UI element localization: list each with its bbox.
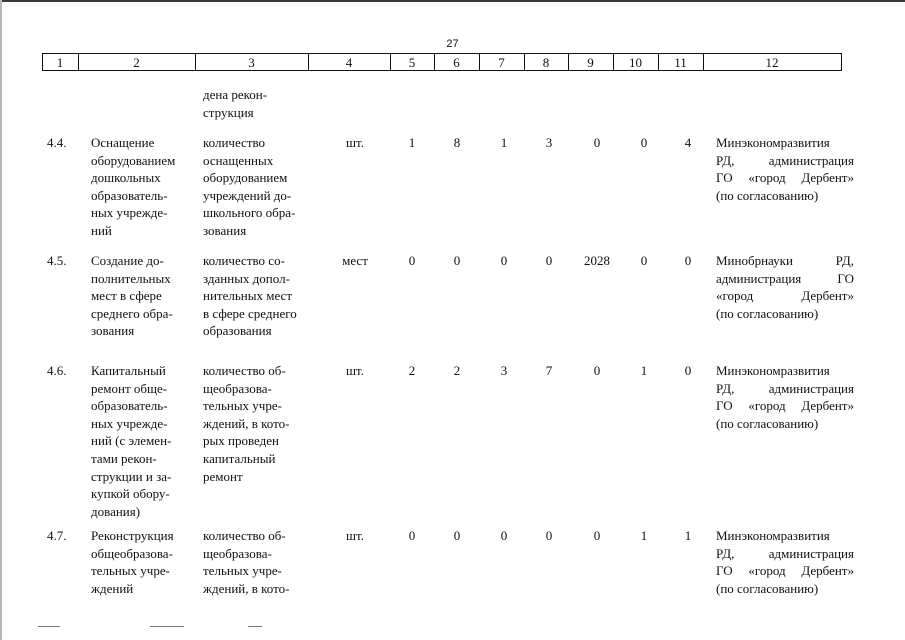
- row-number: 4.4.: [47, 135, 67, 150]
- activity-name: Оснащение оборудованием дошкольных образователь- ных учрежде- ний: [91, 135, 176, 238]
- value-col-5: 0: [408, 528, 416, 543]
- row-number: 4.6.: [47, 363, 67, 378]
- value-col-11: 0: [684, 253, 692, 268]
- value-col-10: 1: [640, 528, 648, 543]
- value-col-7: 3: [500, 363, 508, 378]
- column-header-11: 11: [674, 55, 687, 70]
- responsible-party: [716, 362, 854, 432]
- value-col-9: 2028: [584, 253, 610, 268]
- responsible-line: ГО «город Дербент»: [716, 398, 854, 414]
- unit-of-measure: шт.: [346, 135, 364, 150]
- row-number: 4.5.: [47, 253, 67, 268]
- responsible-line: «город Дербент»: [716, 288, 854, 304]
- column-header-4: 4: [345, 55, 353, 70]
- value-col-6: 2: [453, 363, 461, 378]
- responsible-line: Минэкономразвития: [716, 363, 830, 378]
- activity-name: Капитальный ремонт обще- образователь- ных учрежде- ний (с элемен- тами рекон- струкции и за- купкой обору- дования): [91, 363, 172, 519]
- value-col-11: 0: [684, 363, 692, 378]
- column-header-12: 12: [765, 55, 779, 70]
- activity-name: Создание до- полнительных мест в сфере среднего обра- зования: [91, 253, 173, 339]
- value-col-8: 7: [545, 363, 553, 378]
- value-col-9: 0: [593, 135, 601, 150]
- page-number: 27: [446, 38, 459, 50]
- responsible-line: Минэкономразвития: [716, 135, 830, 150]
- value-col-11: 4: [684, 135, 692, 150]
- value-col-7: 0: [500, 253, 508, 268]
- value-col-5: 1: [408, 135, 416, 150]
- unit-of-measure: мест: [342, 253, 368, 268]
- responsible-line: Минобрнауки РД,: [716, 253, 854, 268]
- responsible-party: [716, 134, 854, 204]
- column-header-8: 8: [542, 55, 550, 70]
- column-header-5: 5: [408, 55, 416, 70]
- indicator-name: количество со- зданных допол- нительных мест в сфере среднего образования: [203, 253, 297, 339]
- value-col-8: 0: [545, 253, 553, 268]
- scan-artifact: [248, 626, 262, 627]
- value-col-9: 0: [593, 528, 601, 543]
- responsible-line: РД, администрация: [716, 545, 854, 561]
- responsible-line: (по согласованию): [716, 305, 819, 321]
- value-col-5: 0: [408, 253, 416, 268]
- responsible-line: (по согласованию): [716, 580, 819, 596]
- value-col-7: 1: [500, 135, 508, 150]
- indicator-name: количество об- щеобразова- тельных учре- ждений, в кото-: [203, 528, 290, 596]
- value-col-11: 1: [684, 528, 692, 543]
- column-header-1: 1: [56, 55, 64, 70]
- value-col-7: 0: [500, 528, 508, 543]
- carryover-indicator-text: дена рекон- струкция: [203, 87, 268, 120]
- responsible-line: РД, администрация: [716, 152, 854, 168]
- header-separator: [841, 53, 842, 71]
- value-col-6: 0: [453, 253, 461, 268]
- column-header-6: 6: [453, 55, 460, 70]
- responsible-line: Минэкономразвития: [716, 528, 830, 543]
- column-header-10: 10: [629, 55, 642, 70]
- value-col-6: 0: [453, 528, 461, 543]
- column-header-2: 2: [133, 55, 140, 70]
- scan-artifact: [150, 626, 184, 627]
- unit-of-measure: шт.: [346, 363, 364, 378]
- responsible-party: [716, 252, 854, 322]
- scan-border-left: [0, 0, 2, 640]
- responsible-line: ГО «город Дербент»: [716, 563, 854, 579]
- responsible-party: [716, 527, 854, 597]
- value-col-8: 0: [545, 528, 553, 543]
- scan-border-top: [0, 0, 905, 2]
- value-col-5: 2: [408, 363, 416, 378]
- indicator-name: количество оснащенных оборудованием учреждений до- школьного обра- зования: [203, 135, 296, 238]
- column-header-7: 7: [498, 55, 505, 70]
- value-col-10: 0: [640, 253, 648, 268]
- value-col-9: 0: [593, 363, 601, 378]
- responsible-line: (по согласованию): [716, 187, 819, 203]
- responsible-line: ГО «город Дербент»: [716, 170, 854, 186]
- indicator-name: количество об- щеобразова- тельных учре- ждений, в кото- рых проведен капитальный ремонт: [203, 363, 290, 484]
- column-header-9: 9: [587, 55, 594, 70]
- value-col-8: 3: [545, 135, 553, 150]
- responsible-line: РД, администрация: [716, 380, 854, 396]
- row-number: 4.7.: [47, 528, 67, 543]
- scan-artifact: [38, 626, 60, 627]
- header-rule-top: [42, 53, 842, 54]
- activity-name: Реконструкция общеобразова- тельных учре- ждений: [91, 528, 174, 596]
- value-col-6: 8: [453, 135, 461, 150]
- value-col-10: 0: [640, 135, 648, 150]
- responsible-line: администрация ГО: [716, 270, 854, 286]
- unit-of-measure: шт.: [346, 528, 364, 543]
- value-col-10: 1: [640, 363, 648, 378]
- responsible-line: (по согласованию): [716, 415, 819, 431]
- column-header-3: 3: [248, 55, 255, 70]
- header-rule-bottom: [42, 70, 842, 71]
